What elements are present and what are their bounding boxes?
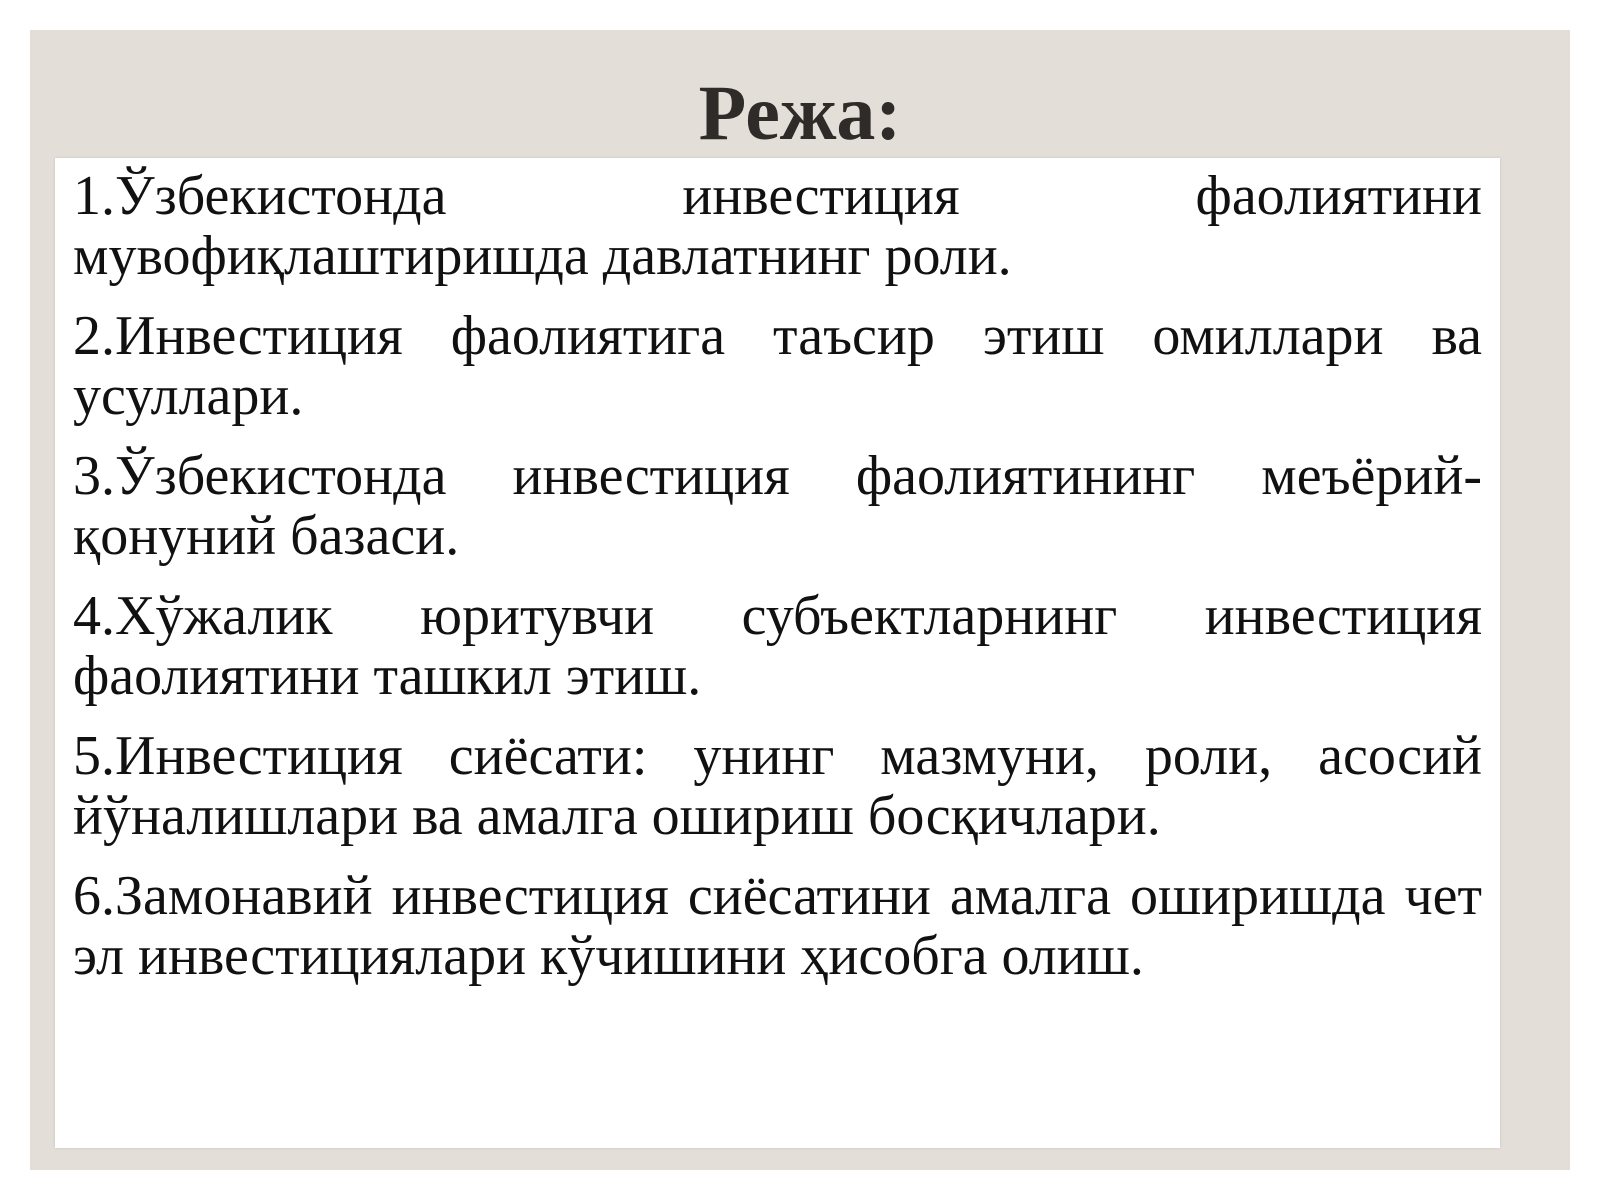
content-panel: [55, 158, 1500, 1148]
slide-frame: [30, 30, 1570, 1170]
plan-list: [73, 166, 1482, 986]
plan-item-3: 3.Ўзбекистонда инвестиция фаолиятининг меъёрий-қонуний базаси.: [73, 445, 1482, 567]
plan-item-5: 5.Инвестиция сиёсати: унинг мазмуни, роли, асосий йўналишлари ва амалга ошириш босқичлари.: [73, 725, 1482, 847]
plan-item-6: 6.Замонавий инвестиция сиёсатини амалга оширишда чет эл инвестициялари кўчишини ҳисобга олиш.: [73, 865, 1482, 987]
plan-item-2: 2.Инвестиция фаолиятига таъсир этиш омиллари ва усуллари.: [73, 305, 1482, 427]
plan-item-1: 1.Ўзбекистонда инвестиция фаолиятини мувофиқлаштиришда давлатнинг роли.: [73, 165, 1482, 287]
plan-item-4: 4.Хўжалик юритувчи субъектларнинг инвестиция фаолиятини ташкил этиш.: [73, 585, 1482, 707]
slide-title: Режа:: [698, 69, 902, 156]
